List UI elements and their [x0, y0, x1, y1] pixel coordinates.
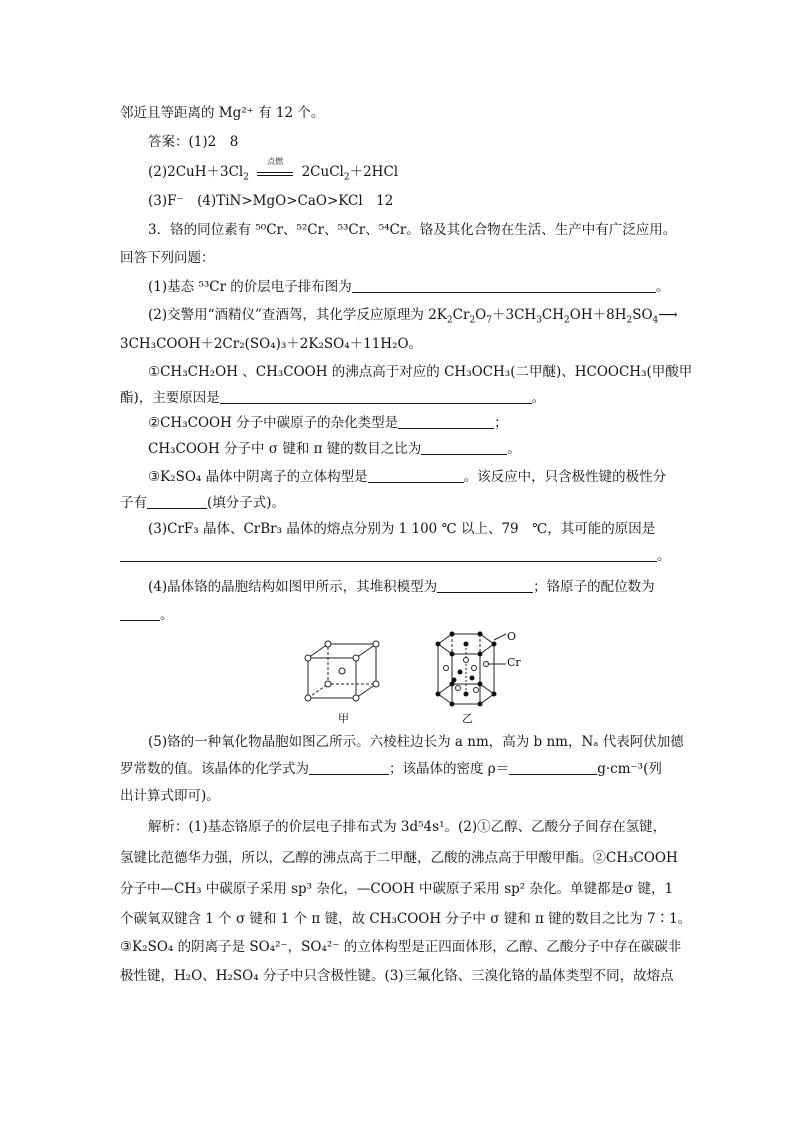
- q3-part2-sub1: ①CH₃CH₂OH 、CH₃COOH 的沸点高于对应的 CH₃OCH₃(二甲醚)、HCOOCH₃(甲酸甲: [148, 364, 693, 380]
- q3-part2-sub3b: [120, 494, 285, 512]
- q3-part2-sub2: [148, 414, 508, 432]
- analysis-4: 个碳氧双键含 1 个 σ 键和 1 个 π 键，故 CH₃COOH 分子中 σ 键和 π 键的数目之比为 7∶1。: [120, 911, 692, 927]
- answer-blank[interactable]: [398, 414, 494, 429]
- answer-blank[interactable]: [421, 440, 507, 455]
- eq-d: ＋3CH: [491, 307, 537, 323]
- density-unit: g·cm⁻³(列: [597, 761, 662, 777]
- condition-text: 点燃: [267, 157, 284, 166]
- question-3-intro: 3．铬的同位素有 ⁵⁰Cr、⁵²Cr、⁵³Cr、⁵⁴Cr。铬及其化合物在生活、生产中有广泛应用。: [148, 222, 677, 238]
- answer-equation: $(2)2CuH+3Cl_2$ 点燃 2CuCl$_2$＋2HCl: [148, 163, 398, 181]
- caption-jia: 甲: [338, 712, 349, 725]
- q3-part1: [148, 278, 669, 296]
- answer-blank[interactable]: [220, 389, 532, 404]
- eq-b: Cr: [452, 307, 470, 323]
- q3-part3: (3)CrF₃ 晶体、CrBr₃ 晶体的熔点分别为 1 100 ℃ 以上、79 ℃，其可能的原因是: [148, 521, 656, 537]
- analysis-3: 分子中—CH₃ 中碳原子采用 sp³ 杂化，—COOH 中碳原子采用 sp² 杂化。单键都是σ 键，1: [120, 881, 674, 897]
- answer-blank[interactable]: [120, 547, 657, 562]
- part4-end: 。: [160, 607, 174, 623]
- q3-part1-end: 。: [655, 279, 670, 295]
- formula-text: 罗常数的值。该晶体的化学式为: [120, 761, 309, 777]
- answer-blank[interactable]: [147, 494, 207, 509]
- answer-blank[interactable]: [437, 578, 533, 593]
- analysis-1: 解析：(1)基态铬原子的价层电子排布式为 3d⁵4s¹。(2)①乙醇、乙酸分子间存在氢键，: [148, 819, 667, 835]
- q3-part3-cont: [120, 547, 671, 565]
- answer-line-3: (3)F⁻ (4)TiN>MgO>CaO>KCl 12: [148, 193, 394, 209]
- eq-right-1: 2CuCl: [301, 164, 344, 180]
- part3-end: 。: [657, 548, 671, 564]
- eq-arrow: ⟶: [658, 307, 678, 323]
- answer-blank[interactable]: [509, 760, 597, 775]
- answer-blank[interactable]: [120, 606, 160, 621]
- q3-part2-sub2b: [148, 440, 521, 458]
- q3-part4-cont: [120, 606, 174, 624]
- eq-left: (2)2CuH＋3Cl: [148, 164, 244, 180]
- molecule-end: (填分子式)。: [207, 495, 286, 511]
- q3-part2-sub1-cont: [120, 389, 545, 407]
- q3-part5-end: 出计算式即可)。: [120, 788, 220, 804]
- shape-text: ③K₂SO₄ 晶体中阴离子的立体构型是: [148, 469, 368, 485]
- eq-right-2: ＋2HCl: [349, 164, 399, 180]
- molecule-text: 子有: [120, 495, 147, 511]
- reason-text: 酯)，主要原因是: [120, 390, 220, 406]
- answer-blank[interactable]: [368, 468, 464, 483]
- shape-end: 。该反应中，只含极性键的极性分: [463, 469, 667, 485]
- analysis-5: ③K₂SO₄ 的阴离子是 SO₄²⁻，SO₄²⁻ 的立体构型是正四面体形，乙醇、乙酸分子中存在碳碳非: [120, 939, 682, 955]
- line-1: 邻近且等距离的 Mg²⁺ 有 12 个。: [120, 105, 325, 121]
- q3-part2-line1: (2)交警用“酒精仪”查酒驾，其化学反应原理为 $2K_2Cr_2O_7+3CH_3CH_2OH+8H_2SO_4⟶$: [148, 307, 678, 326]
- analysis-2: 氢键比范德华力强，所以，乙醇的沸点高于二甲醚，乙酸的沸点高于甲酸甲酯。②CH₃COOH: [120, 850, 678, 866]
- answer-label: 答案：(1)2 8: [148, 134, 239, 150]
- eq-c: O: [475, 307, 487, 323]
- eq-g: SO: [632, 307, 653, 323]
- reason-end: 。: [531, 390, 546, 406]
- answer-blank[interactable]: [309, 760, 389, 775]
- coordination-text: ；铬原子的配位数为: [533, 579, 655, 595]
- crystal-figure-yi: [428, 630, 548, 712]
- q3-part5-cont: [120, 760, 662, 778]
- label-o: O: [507, 630, 517, 643]
- eq-e: CH: [541, 307, 565, 323]
- q3-part5: (5)铬的一种氧化物晶胞如图乙所示。六棱柱边长为 a nm，高为 b nm，Nₐ 代表阿伏加德: [148, 734, 684, 750]
- q3-part2-sub3: [148, 468, 666, 486]
- reaction-condition: [257, 157, 293, 176]
- caption-yi: 乙: [462, 712, 473, 725]
- label-cr: Cr: [507, 656, 521, 669]
- analysis-6: 极性键，H₂O、H₂SO₄ 分子中只含极性键。(3)三氟化铬、三溴化铬的晶体类型不同，故熔点: [120, 968, 674, 984]
- hybrid-text: ②CH₃COOH 分子中碳原子的杂化类型是: [148, 415, 399, 431]
- crystal-figure-jia: [300, 638, 390, 708]
- packing-text: (4)晶体铬的晶胞结构如图甲所示，其堆积模型为: [148, 579, 438, 595]
- answer-blank[interactable]: [352, 278, 656, 293]
- density-text: ；该晶体的密度 ρ＝: [389, 761, 510, 777]
- q3-part1-text: (1)基态 ⁵³Cr 的价层电子排布图为: [148, 279, 352, 295]
- ratio-text: CH₃COOH 分子中 σ 键和 π 键的数目之比为: [148, 441, 422, 457]
- q3-part4: [148, 578, 655, 596]
- ratio-end: 。: [507, 441, 521, 457]
- eq-f: OH＋8H: [569, 307, 627, 323]
- eq-a: (2)交警用“酒精仪”查酒驾，其化学反应原理为 2K: [148, 307, 447, 323]
- question-3-prompt: 回答下列问题：: [120, 250, 215, 266]
- q3-part2-line2: 3CH₃COOH＋2Cr₂(SO₄)₃＋2K₂SO₄＋11H₂O。: [120, 336, 423, 352]
- hybrid-end: ；: [494, 415, 508, 431]
